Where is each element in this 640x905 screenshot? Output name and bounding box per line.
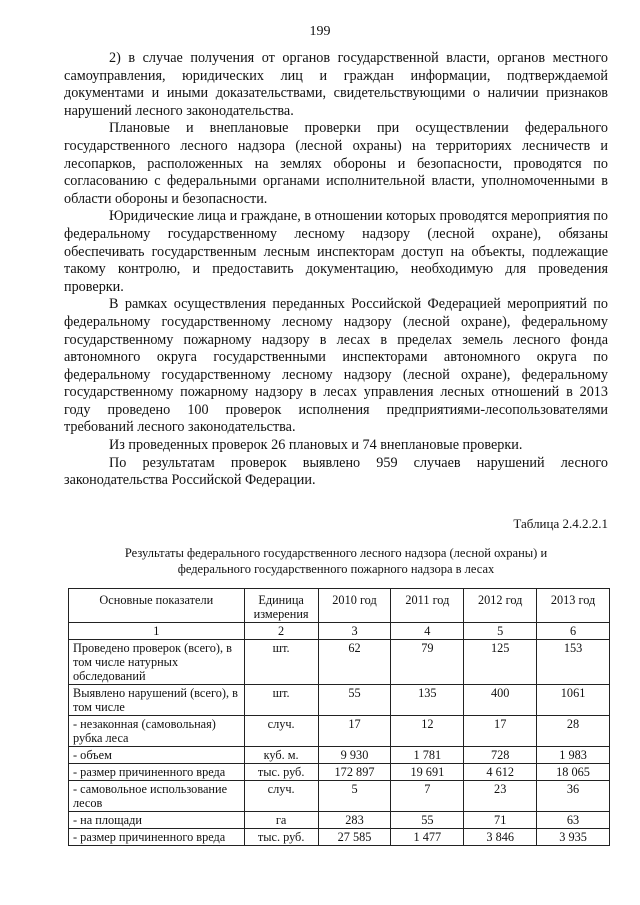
paragraph-2: Плановые и внеплановые проверки при осуществлении федерального государственного лесного надзора (лесной охраны) на территориях лесничеств и лесопарков, расположенных на землях обороны и безопасности, проводятся по согласованию с федеральными органами исполнительной власти, уполномоченными в области обороны и безопасности. [64,120,608,207]
value-2010-cell: 283 [318,812,391,829]
table-caption [64,545,608,577]
header-2012: 2012 год [464,589,537,623]
value-2011-cell: 135 [391,685,464,716]
table-row [69,685,610,716]
indicator-cell: Проведено проверок (всего), в том числе натурных обследований [69,640,245,685]
value-2011-cell: 1 781 [391,747,464,764]
index-cell: 2 [244,623,318,640]
value-2010-cell: 62 [318,640,391,685]
value-2013-cell: 153 [537,640,610,685]
table-row [69,640,610,685]
table-row [69,747,610,764]
paragraph-5: Из проведенных проверок 26 плановых и 74 внеплановые проверки. [109,437,523,454]
value-2013-cell: 1061 [537,685,610,716]
value-2011-cell: 19 691 [391,764,464,781]
value-2011-cell: 55 [391,812,464,829]
table-label: Таблица 2.4.2.2.1 [513,516,608,531]
value-2012-cell: 400 [464,685,537,716]
value-2011-cell: 79 [391,640,464,685]
value-2012-cell: 4 612 [464,764,537,781]
paragraph-4: В рамках осуществления переданных Российской Федерацией мероприятий по федеральному государственному лесному надзору (лесной охране), федеральному государственному пожарному надзору в лесах в пределах земель лесного фонда автономного округа государственными инспекторами автономного округа по федеральному государственному лесному надзору (лесной охране), федеральному государственному пожарному надзору в лесах управления лесных отношений в 2013 году проведено 100 проверок исполнения предприятиями-лесопользователями требований лесного законодательства. [64,296,608,436]
indicator-cell: - размер причиненного вреда [69,829,245,846]
paragraph-1: 2) в случае получения от органов государственной власти, органов местного самоуправления, юридических лиц и граждан информации, подтверждаемой документами и иными доказательствами, свидетельствующими о наличии признаков нарушений лесного законодательства. [64,50,608,119]
value-2013-cell: 1 983 [537,747,610,764]
unit-cell: случ. [244,781,318,812]
value-2013-cell: 36 [537,781,610,812]
value-2010-cell: 9 930 [318,747,391,764]
table-row [69,781,610,812]
value-2011-cell: 7 [391,781,464,812]
header-2010: 2010 год [318,589,391,623]
table-row [69,812,610,829]
table-index-row [69,623,610,640]
header-unit: Единица измерения [244,589,318,623]
index-cell: 3 [318,623,391,640]
value-2010-cell: 27 585 [318,829,391,846]
indicator-cell: - самовольное использование лесов [69,781,245,812]
table-row [69,716,610,747]
value-2013-cell: 28 [537,716,610,747]
index-cell: 5 [464,623,537,640]
value-2012-cell: 17 [464,716,537,747]
value-2012-cell: 71 [464,812,537,829]
index-cell: 1 [69,623,245,640]
header-2011: 2011 год [391,589,464,623]
header-2013: 2013 год [537,589,610,623]
unit-cell: случ. [244,716,318,747]
value-2013-cell: 63 [537,812,610,829]
value-2012-cell: 125 [464,640,537,685]
unit-cell: тыс. руб. [244,829,318,846]
value-2012-cell: 3 846 [464,829,537,846]
value-2010-cell: 17 [318,716,391,747]
unit-cell: тыс. руб. [244,764,318,781]
table-caption-line-1: Результаты федерального государственного лесного надзора (лесной охраны) и [124,546,548,560]
value-2010-cell: 172 897 [318,764,391,781]
page-number: 199 [309,24,331,39]
unit-cell: шт. [244,640,318,685]
value-2011-cell: 1 477 [391,829,464,846]
indicator-cell: - объем [69,747,245,764]
value-2010-cell: 55 [318,685,391,716]
value-2013-cell: 18 065 [537,764,610,781]
table-caption-line-2: федерального государственного пожарного надзора в лесах [177,562,495,576]
body-text [64,50,608,490]
paragraph-3: Юридические лица и граждане, в отношении которых проводятся мероприятия по федеральному государственному лесному надзору (лесной охране), обязаны обеспечивать государственным лесным инспекторам доступ на объекты, подлежащие такому контролю, и предоставить документацию, необходимую для проведения проверки. [64,208,608,295]
table-row [69,829,610,846]
index-cell: 4 [391,623,464,640]
value-2012-cell: 23 [464,781,537,812]
unit-cell: га [244,812,318,829]
indicator-cell: - на площади [69,812,245,829]
unit-cell: куб. м. [244,747,318,764]
indicator-cell: - размер причиненного вреда [69,764,245,781]
paragraph-6: По результатам проверок выявлено 959 случаев нарушений лесного законодательства Российской Федерации. [64,454,608,489]
value-2012-cell: 728 [464,747,537,764]
unit-cell: шт. [244,685,318,716]
results-table [68,588,610,846]
value-2010-cell: 5 [318,781,391,812]
value-2011-cell: 12 [391,716,464,747]
table-header-row [69,589,610,623]
indicator-cell: - незаконная (самовольная) рубка леса [69,716,245,747]
value-2013-cell: 3 935 [537,829,610,846]
table-row [69,764,610,781]
indicator-cell: Выявлено нарушений (всего), в том числе [69,685,245,716]
header-indicator: Основные показатели [69,589,245,623]
index-cell: 6 [537,623,610,640]
